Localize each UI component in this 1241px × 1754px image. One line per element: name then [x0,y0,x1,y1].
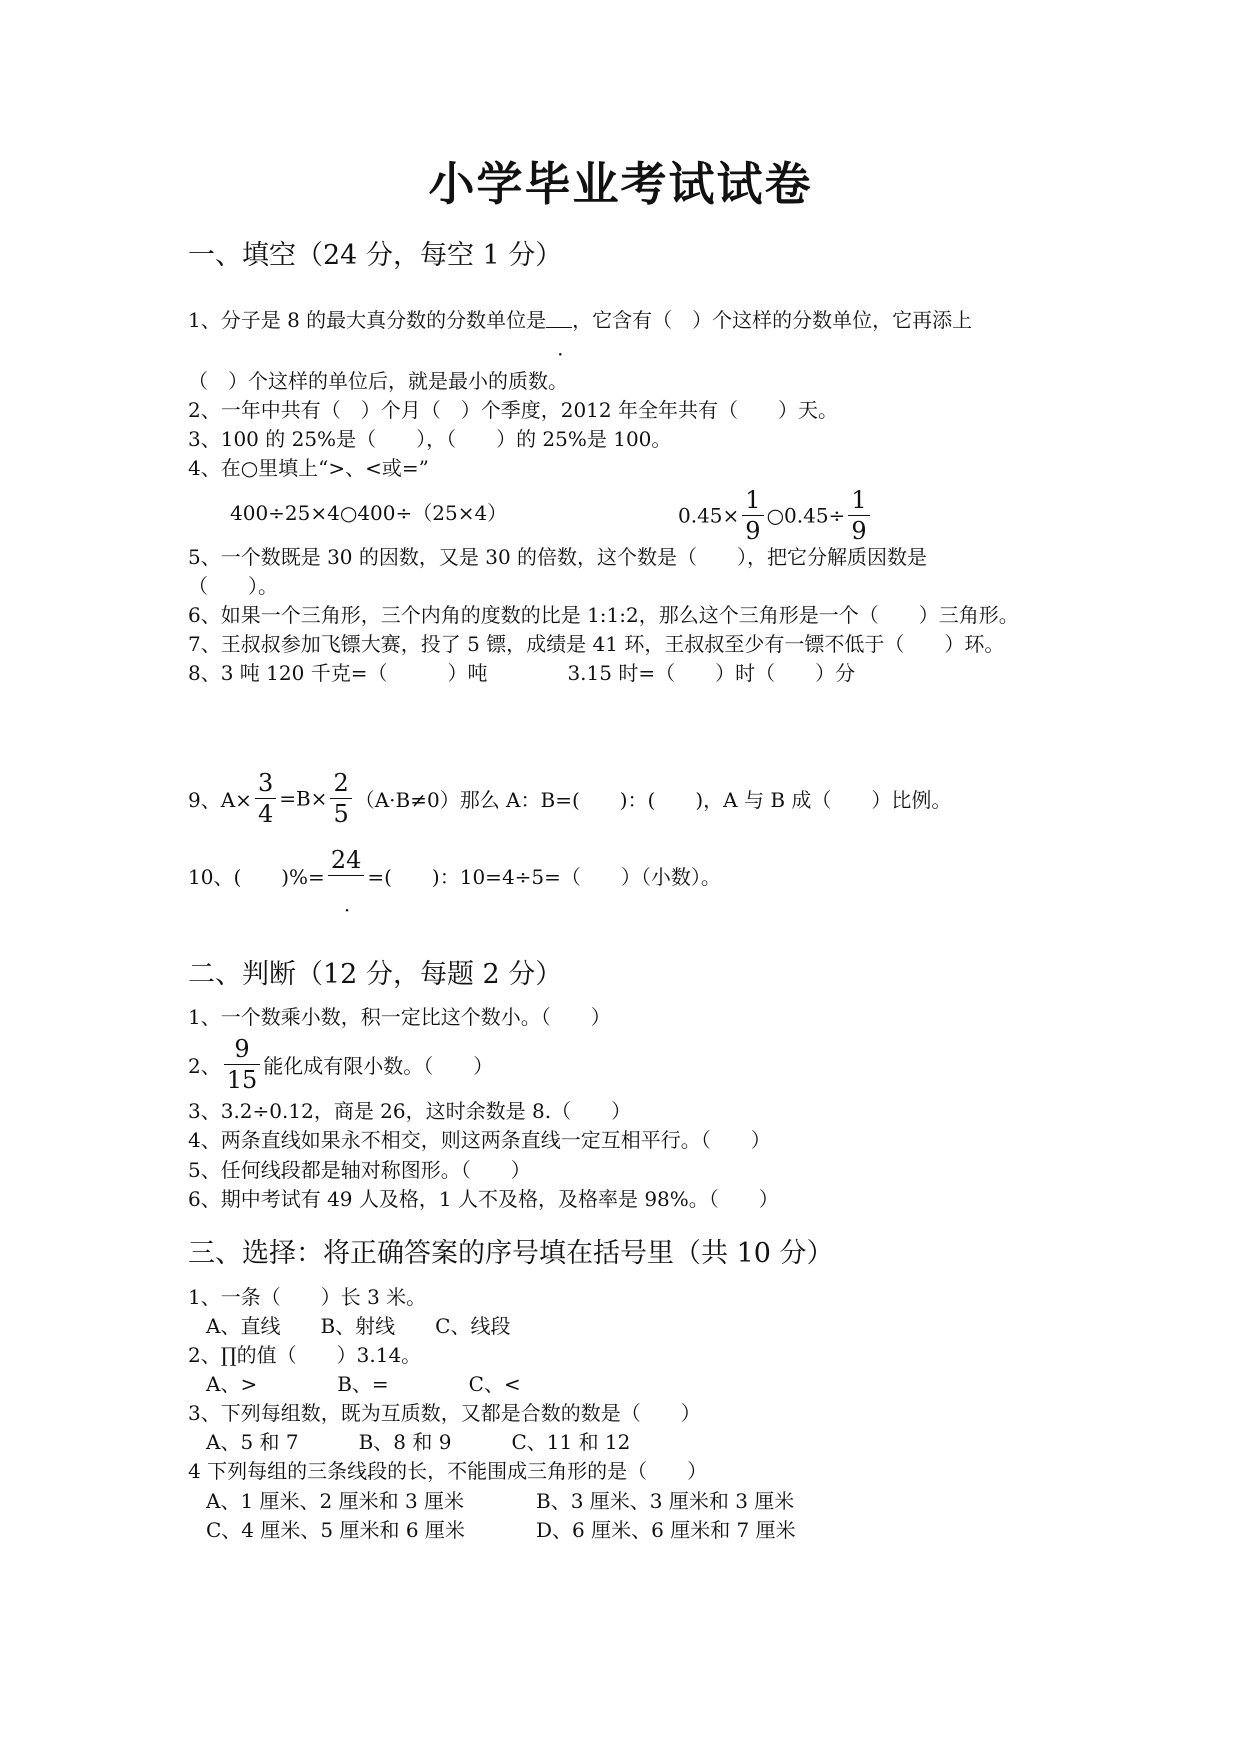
judge-q2 [188,1034,493,1095]
fill-q9-c: （A·B≠0）那么 A：B=( )：( )，A 与 B 成（ ）比例。 [354,788,952,812]
fill-q1 [188,308,973,366]
fill-q4-right-a: 0.45× [678,503,740,528]
fraction-denominator: 4 [257,800,274,828]
fraction-numerator: 2 [330,768,351,799]
fill-q3: 3、100 的 25%是（ ），（ ）的 25%是 100。 [188,427,672,451]
section-choose-heading: 三、选择：将正确答案的序号填在括号里（共 10 分） [188,1238,834,1269]
fraction-nine-fifteenths [224,1034,261,1095]
choose-q1-options: A、直线 B、射线 C、线段 [206,1314,511,1338]
fill-q4-right-b: ○0.45÷ [766,503,846,528]
fraction-one-ninth-2 [848,485,869,546]
fill-q1-text-a: 1、分子是 8 的最大真分数的分数单位是 [188,308,547,332]
fill-q1-cont: （ ）个这样的单位后，就是最小的质数。 [188,369,568,393]
fill-q9-b: =B× [279,786,328,811]
fraction-denominator: 9 [851,517,867,545]
judge-q2-a: 2、 [188,1054,221,1078]
fill-q4-left: 400÷25×4○400÷（25×4） [230,501,508,525]
fraction-three-fourths [255,768,276,829]
fraction-dot: · [557,342,564,366]
judge-q6: 6、期中考试有 49 人及格，1 人不及格，及格率是 98%。（ ） [188,1187,779,1211]
fill-q9-a: 9、A× [188,788,252,812]
choose-q4-option-a: A、1 厘米、2 厘米和 3 厘米 [206,1489,465,1513]
fraction-numerator: 3 [255,768,276,799]
choose-q1: 1、一条（ ）长 3 米。 [188,1285,427,1309]
fraction-denominator: 15 [226,1066,258,1094]
choose-q4-option-d: D、6 厘米、6 厘米和 7 厘米 [536,1518,796,1542]
choose-q3: 3、下列每组数，既为互质数，又都是合数的数是（ ） [188,1401,701,1425]
choose-q3-options: A、5 和 7 B、8 和 9 C、11 和 12 [206,1430,631,1454]
judge-q3: 3、3.2÷0.12，商是 26，这时余数是 8.（ ） [188,1099,632,1123]
choose-q4-option-b: B、3 厘米、3 厘米和 3 厘米 [536,1489,795,1513]
fill-q8: 8、3 吨 120 千克=（ ）吨 3.15 时=（ ）时（ ）分 [188,661,856,685]
fraction-two-fifths [330,768,351,829]
fill-q4: 4、在○里填上“>、<或=” [188,456,429,480]
judge-q4: 4、两条直线如果永不相交，则这两条直线一定互相平行。（ ） [188,1128,771,1152]
fill-q1-blank-fraction [546,315,572,366]
fill-q6: 6、如果一个三角形，三个内角的度数的比是 1:1:2，那么这个三角形是一个（ ）三角形。 [188,603,1019,627]
fraction-numerator: 24 [328,845,365,876]
judge-q5: 5、任何线段都是轴对称图形。（ ） [188,1158,531,1182]
fill-q2: 2、一年中共有（ ）个月（ ）个季度，2012 年全年共有（ ）天。 [188,398,838,422]
fraction-twentyfour [328,845,365,922]
choose-q4-option-c: C、4 厘米、5 厘米和 6 厘米 [206,1518,465,1542]
fill-q10-a: 10、( )%= [188,865,325,889]
section-fill-heading: 一、填空（24 分，每空 1 分） [188,240,563,271]
fraction-numerator: 1 [742,485,763,516]
fraction-numerator: 9 [224,1034,261,1065]
choose-q2: 2、∏的值（ ）3.14。 [188,1343,422,1367]
fill-q9 [188,768,951,829]
fraction-numerator: 1 [848,485,869,516]
fraction-denominator: 9 [745,517,761,545]
fraction-denominator: 5 [333,800,349,828]
judge-q1: 1、一个数乘小数，积一定比这个数小。（ ） [188,1005,611,1029]
section-judge-heading: 二、判断（12 分，每题 2 分） [188,959,563,990]
judge-q2-b: 能化成有限小数。（ ） [263,1054,494,1078]
fill-q5: 5、一个数既是 30 的因数，又是 30 的倍数，这个数是（ ），把它分解质因数是 [188,545,928,569]
page-title: 小学毕业考试试卷 [428,157,813,211]
choose-q4: 4 下列每组的三条线段的长，不能围成三角形的是（ ） [188,1459,708,1483]
fill-q7: 7、王叔叔参加飞镖大赛，投了 5 镖，成绩是 41 环，王叔叔至少有一镖不低于（ ）环。 [188,632,1005,656]
fill-q4-right [678,485,873,546]
fill-q10 [188,845,721,922]
fill-q10-b: =( )：10=4÷5=（ ）（小数）。 [367,865,721,889]
choose-q2-options: A、> B、= C、< [206,1372,521,1396]
fraction-one-ninth [742,485,763,546]
fraction-dot: · [343,898,351,922]
fill-q5-cont: （ ）。 [188,574,278,598]
fill-q1-text-b: ，它含有（ ）个这样的分数单位，它再添上 [572,308,973,332]
